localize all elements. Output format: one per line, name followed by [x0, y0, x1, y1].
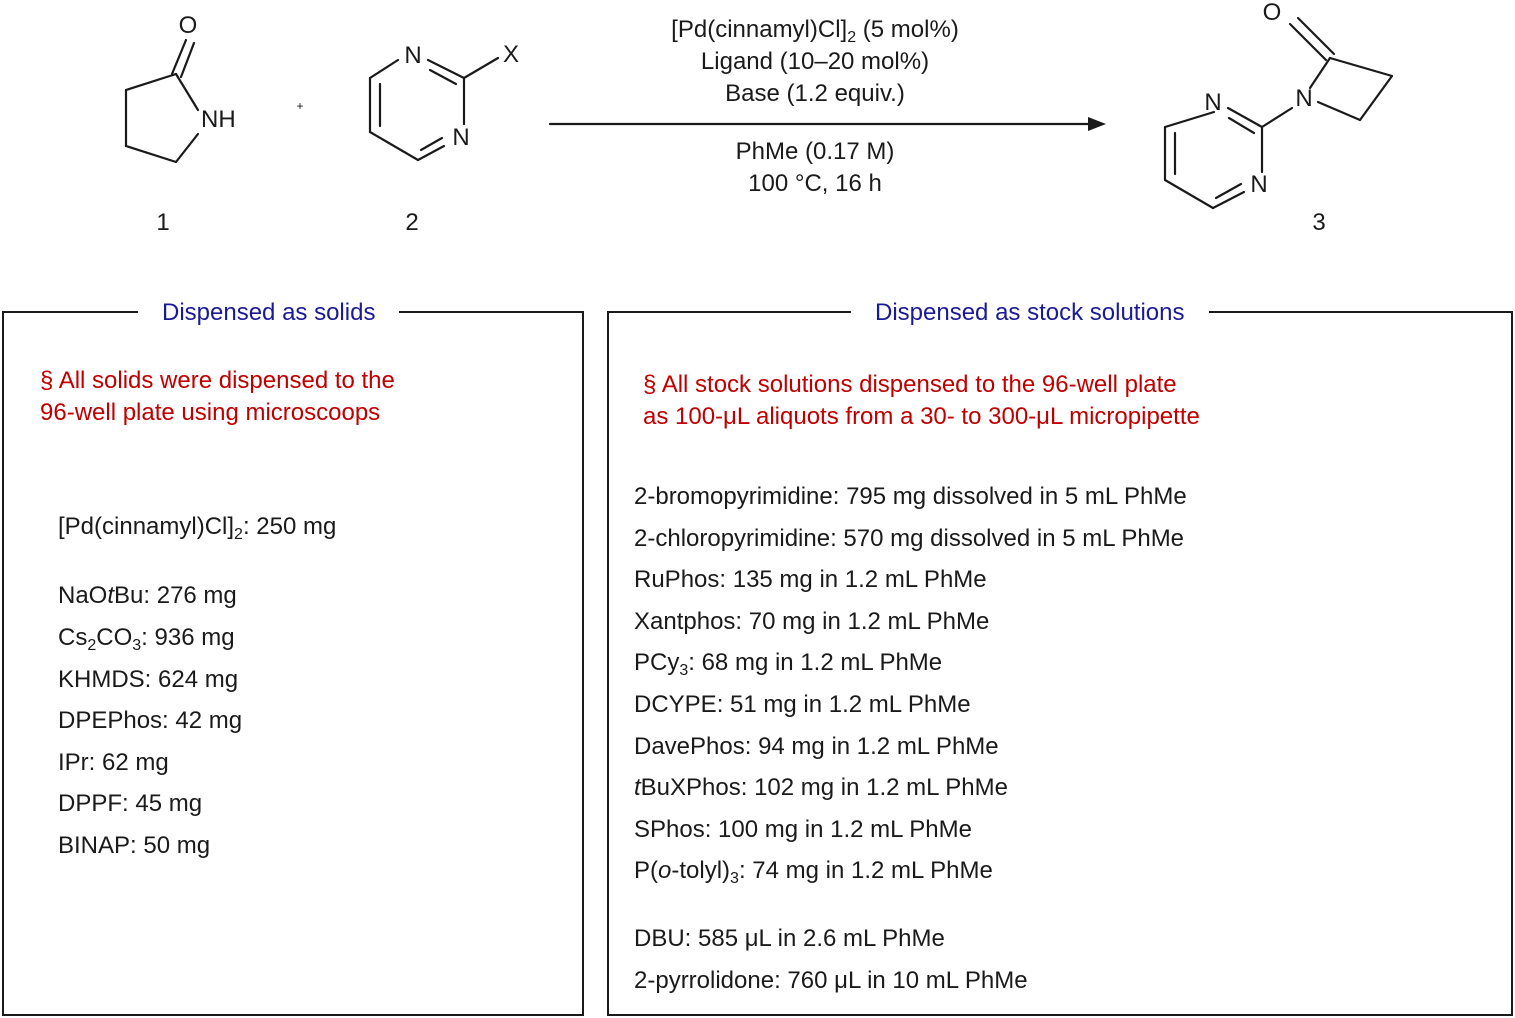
solids-note	[40, 365, 395, 429]
solid-naotbu: NaOtBu: 276 mg	[58, 582, 237, 609]
solvent-condition: PhMe (0.17 M)	[735, 138, 895, 165]
ligand-condition: Ligand (10–20 mol%)	[700, 48, 930, 75]
solids-note-line-1: § All solids were dispensed to the	[40, 367, 395, 394]
catalyst-condition: $[Pd(cinnamyl)Cl]_2$ (5 mol%)	[671, 16, 959, 46]
temperature-time-condition: 100 °C, 16 h	[748, 170, 882, 197]
solids-note-line-2: 96-well plate using microscoops	[40, 399, 381, 426]
solid-binap: BINAP: 50 mg	[58, 832, 211, 859]
compound-3-n2: N	[1250, 171, 1268, 198]
compound-3-label: 3	[1312, 209, 1326, 236]
stock-bromopyrimidine: 2-bromopyrimidine: 795 mg dissolved in 5 mL PhMe	[634, 483, 1187, 510]
conditions-above-arrow	[550, 14, 1080, 110]
stock-tbuxphos: tBuXPhos: 102 mg in 1.2 mL PhMe	[634, 774, 1008, 801]
stock-xantphos: Xantphos: 70 mg in 1.2 mL PhMe	[634, 608, 990, 635]
stock-davephos: DavePhos: 94 mg in 1.2 mL PhMe	[634, 733, 999, 760]
compound-2-n1: N	[404, 42, 422, 69]
base-condition: Base (1.2 equiv.)	[725, 80, 905, 107]
stock-note	[643, 369, 1200, 433]
conditions-below-arrow	[550, 136, 1080, 200]
solid-cs2co3: $Cs_2CO_3$: 936 mg	[58, 624, 235, 654]
stock-dcype: DCYPE: 51 mg in 1.2 mL PhMe	[634, 691, 971, 718]
stock-note-line-1: § All stock solutions dispensed to the 96-well plate	[643, 371, 1177, 398]
stock-pyrrolidone: 2-pyrrolidone: 760 μL in 10 mL PhMe	[634, 967, 1028, 994]
compound-1-oxygen: O	[178, 12, 198, 39]
compound-1-nh: NH	[201, 106, 236, 133]
solid-dppf: DPPF: 45 mg	[58, 790, 203, 817]
stock-dbu: DBU: 585 μL in 2.6 mL PhMe	[634, 925, 945, 952]
solid-khmds: KHMDS: 624 mg	[58, 666, 239, 693]
compound-1-label: 1	[156, 209, 170, 236]
compound-2-n2: N	[452, 124, 470, 151]
stock-note-line-2: as 100-μL aliquots from a 30- to 300-μL micropipette	[643, 403, 1200, 430]
stock-p-o-tolyl3: $P(o-tolyl)_3$: 74 mg in 1.2 mL PhMe	[634, 857, 993, 887]
stock-solutions-box-title: Dispensed as stock solutions	[851, 299, 1209, 327]
compound-2-label: 2	[405, 209, 419, 236]
plus-sign: +	[296, 99, 304, 113]
compound-1-structure	[126, 40, 198, 162]
compound-3-n1: N	[1204, 89, 1222, 116]
compound-3-structure	[1165, 18, 1392, 208]
stock-chloropyrimidine: 2-chloropyrimidine: 570 mg dissolved in 5 mL PhMe	[634, 525, 1185, 552]
compound-3-oxygen: O	[1262, 0, 1282, 26]
solid-ipr: IPr: 62 mg	[58, 749, 169, 776]
solid-pd-catalyst: $[Pd(cinnamyl)Cl]_2$: 250 mg	[58, 513, 337, 543]
compound-3-n-lactam: N	[1295, 85, 1313, 112]
compound-2-structure	[370, 58, 498, 160]
solid-dpephos: DPEPhos: 42 mg	[58, 707, 243, 734]
solids-box-title: Dispensed as solids	[138, 299, 399, 327]
stock-sphos: SPhos: 100 mg in 1.2 mL PhMe	[634, 816, 972, 843]
compound-2-x: X	[502, 41, 520, 68]
stock-pcy3: PCy$_3$: 68 mg in 1.2 mL PhMe	[634, 649, 943, 679]
stock-ruphos: RuPhos: 135 mg in 1.2 mL PhMe	[634, 566, 987, 593]
